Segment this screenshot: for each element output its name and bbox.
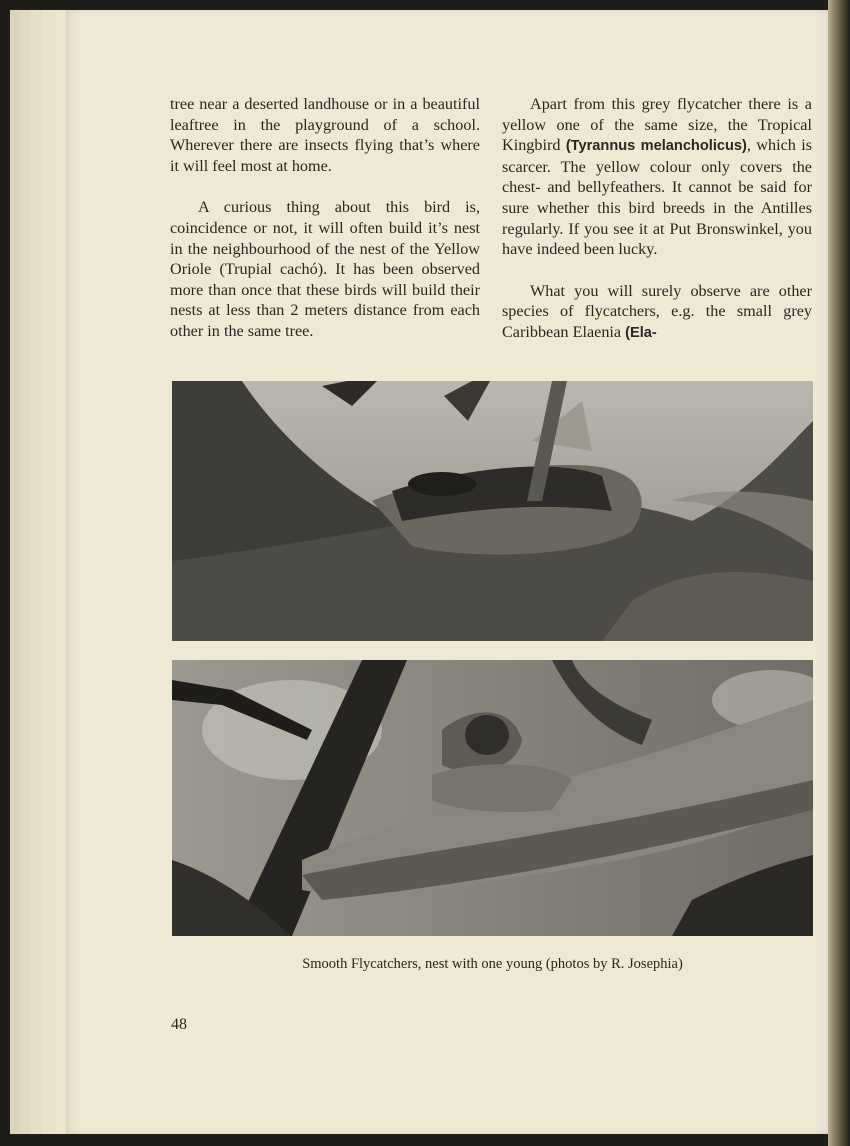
left-text-column bbox=[170, 94, 480, 363]
photo-image bbox=[172, 381, 813, 641]
book-spine-shadow bbox=[828, 0, 850, 1146]
photo-nest-with-young bbox=[172, 660, 813, 936]
scientific-name: (Ela- bbox=[625, 324, 657, 341]
text-run: , which is scarcer. The yellow colour only covers the chest- and bellyfeathers. It cannot be said for sure whether this bird breeds in the Antilles regularly. If you see it at Put Bronswinkel, you have indeed been lucky. bbox=[502, 136, 813, 259]
photo-image bbox=[172, 660, 813, 936]
figure-caption: Smooth Flycatchers, nest with one young (photos by R. Josephia) bbox=[302, 956, 683, 972]
paragraph: tree near a deserted landhouse or in a beautiful leaftree in the playground of a school. Wherever there are insects flying that’s where it will feel most at home. bbox=[170, 95, 480, 175]
right-text-column bbox=[502, 94, 812, 365]
scientific-name: (Tyrannus melancholicus) bbox=[565, 138, 747, 155]
page-number: 48 bbox=[171, 1016, 187, 1033]
paragraph bbox=[502, 94, 812, 260]
text-run: What you will surely observe are other species of flycatchers, e.g. the small grey Caribbean Elaenia bbox=[502, 281, 812, 341]
text-run: Apart from this grey flycatcher there is a yellow one of the same size, the Tropical Kingbird bbox=[502, 95, 812, 155]
paragraph bbox=[502, 281, 812, 344]
photo-flycatcher-on-nest bbox=[172, 381, 813, 641]
paragraph: A curious thing about this bird is, coincidence or not, it will often build it’s nest in the neighbourhood of the nest of the Yellow Oriole (Trupial cachó). It has been observed more than once that these birds will build their nests at less than 2 meters distance from each other in the same tree. bbox=[170, 198, 480, 340]
